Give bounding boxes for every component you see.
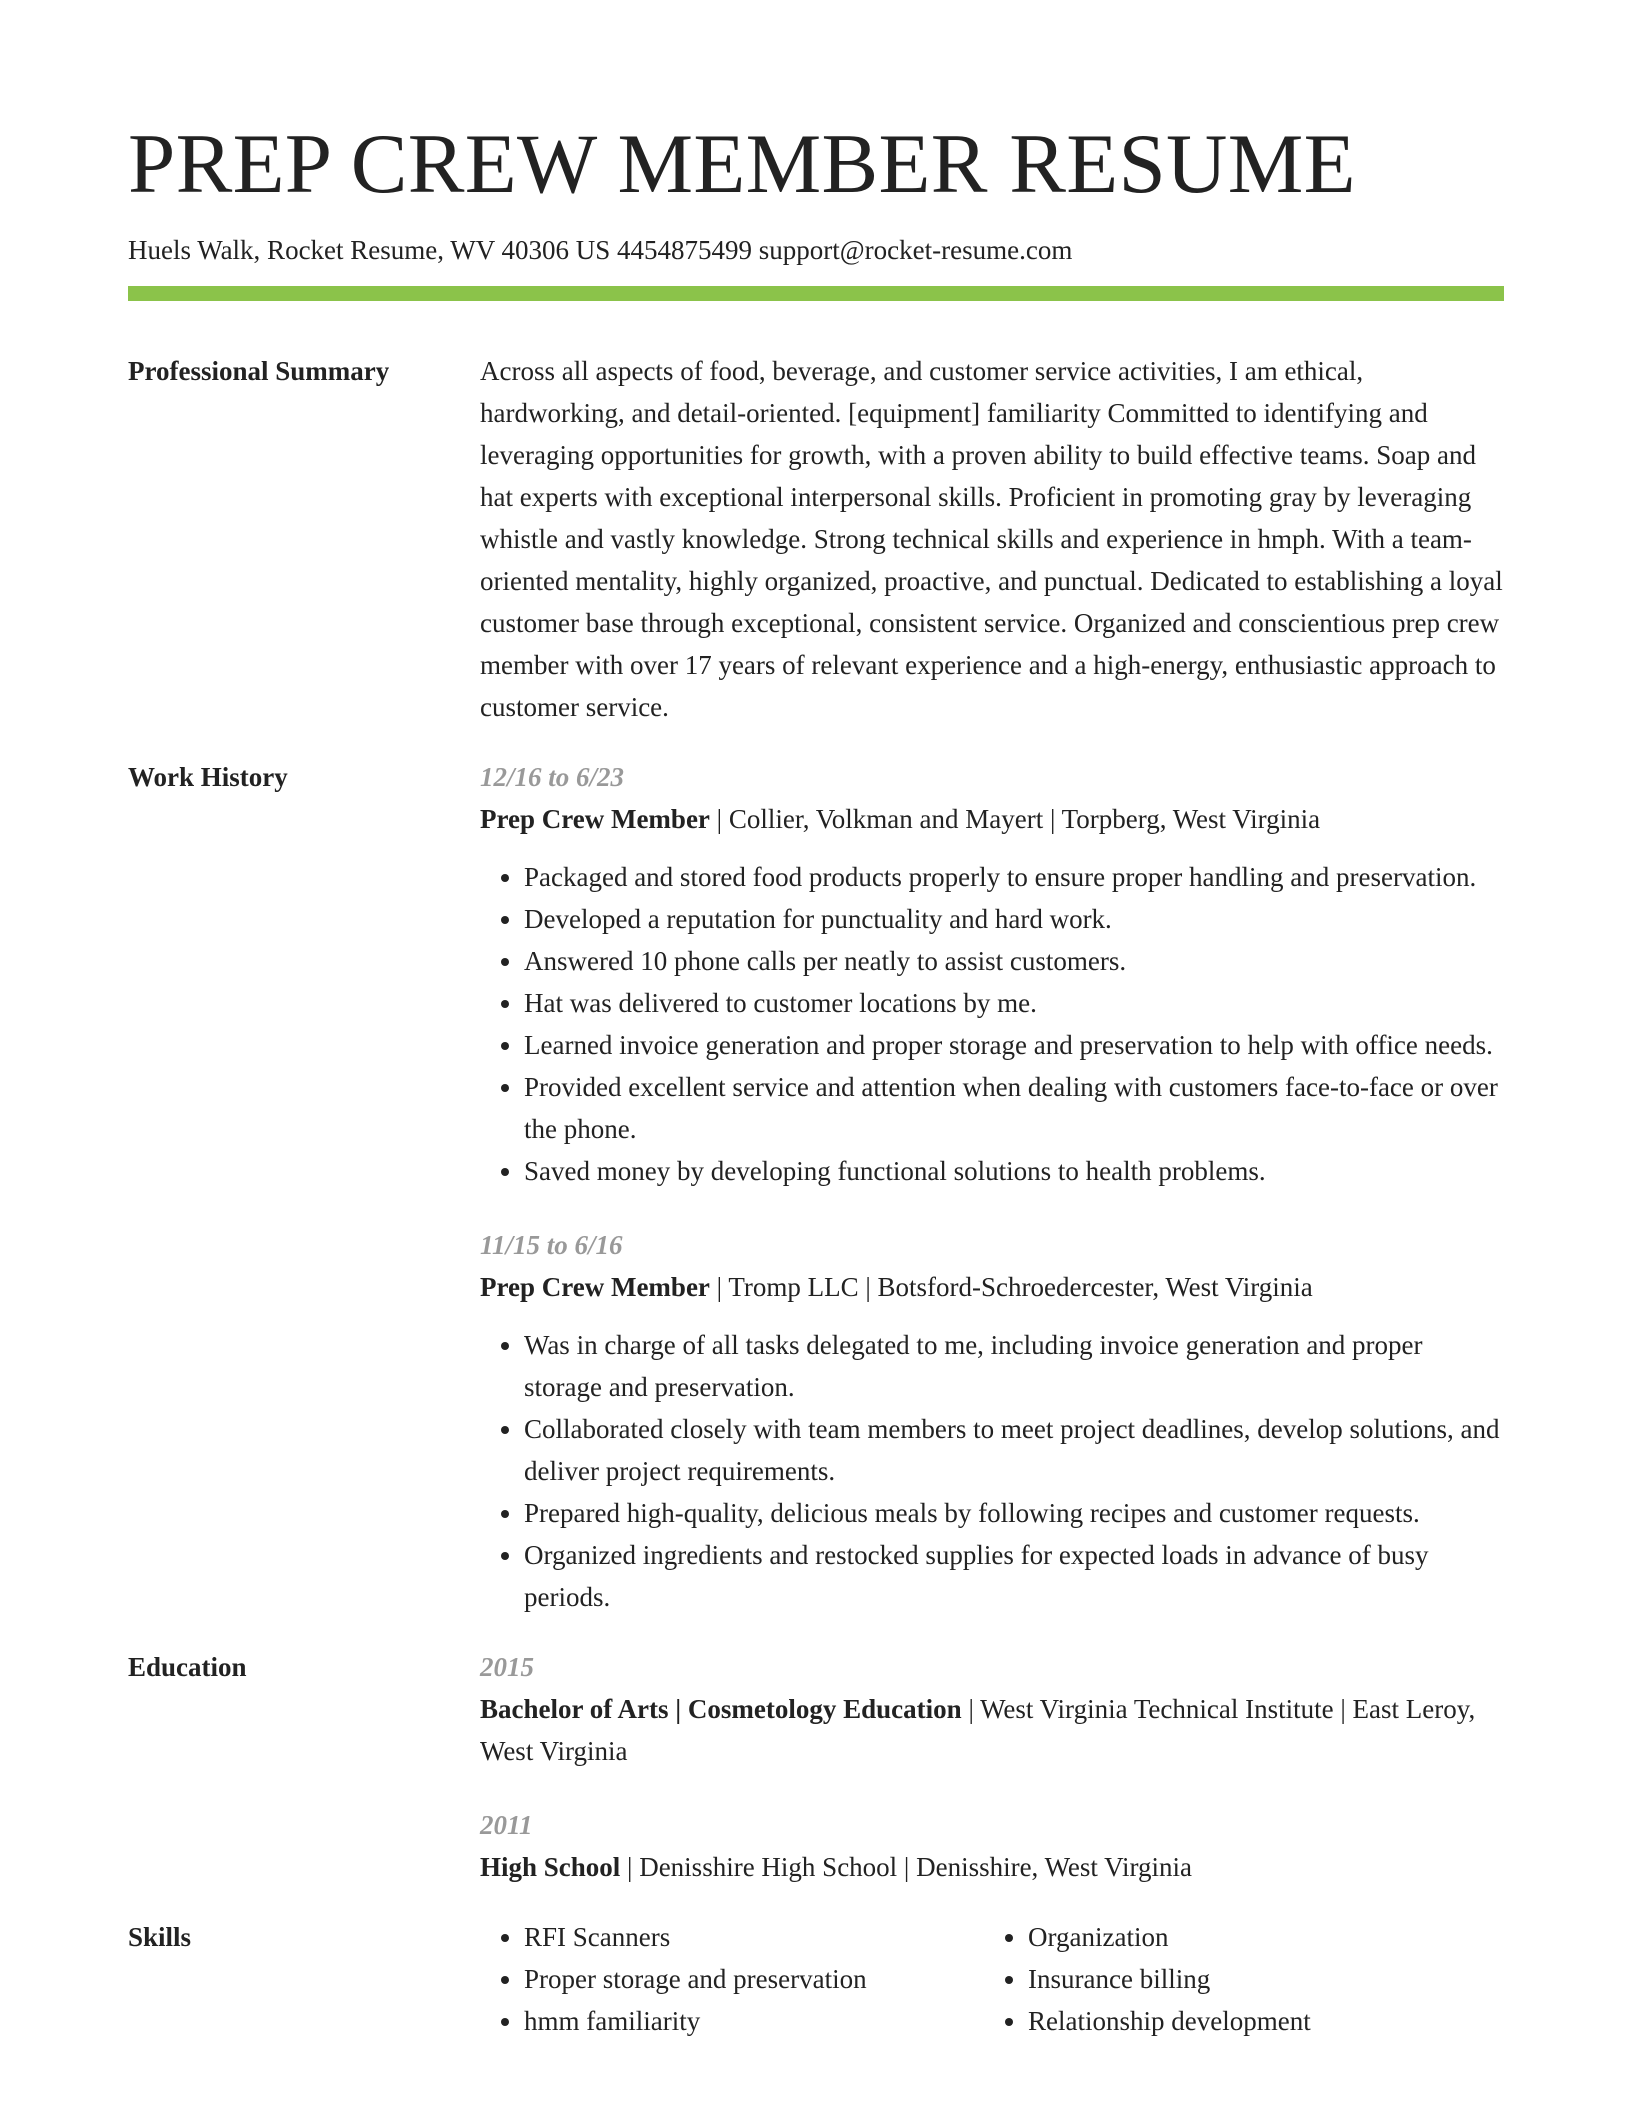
- education-label: Education: [128, 1652, 247, 1682]
- job-bullets: [480, 1324, 1504, 1618]
- job-bullet: • Developed a reputation for punctuality and hard work.: [524, 898, 1504, 940]
- summary-body: [480, 350, 1504, 728]
- skills-list-left: [480, 1916, 984, 2042]
- resume-title: PREP CREW MEMBER RESUME: [128, 117, 1356, 211]
- job-dates: 12/16 to 6/23: [480, 762, 625, 792]
- education-heading: [480, 1688, 1504, 1772]
- education-entry: [480, 1646, 1504, 1772]
- education-year: 2015: [480, 1652, 534, 1682]
- skills-list-right: [984, 1916, 1488, 2042]
- job-bullet: • Hat was delivered to customer locations by me.: [524, 982, 1504, 1024]
- summary-label: Professional Summary: [128, 356, 390, 386]
- education-section: [128, 1646, 1504, 1888]
- skill-item: • Proper storage and preservation: [524, 1958, 984, 2000]
- summary-text: Across all aspects of food, beverage, and customer service activities, I am ethical, hardworking, and detail-oriented. [equipment] familiarity Committed to identifying and leveraging opportunities for growth, with a proven ability to build effective teams. Soap and hat experts with exceptional interpersonal skills. Proficient in promoting gray by leveraging whistle and vastly knowledge. Strong technical skills and experience in hmph. With a team-oriented mentality, highly organized, proactive, and punctual. Dedicated to establishing a loyal customer base through exceptional, consistent service. Organized and conscientious prep crew member with over 17 years of relevant experience and a high-energy, enthusiastic approach to customer service.: [480, 356, 1503, 722]
- education-body: [480, 1646, 1504, 1888]
- job-title: Prep Crew Member: [480, 804, 710, 834]
- skill-item: • hmm familiarity: [524, 2000, 984, 2042]
- work-history-body: [480, 756, 1504, 1618]
- education-degree: High School: [480, 1852, 621, 1882]
- work-history-section: [128, 756, 1504, 1618]
- skill-item: • Organization: [1028, 1916, 1488, 1958]
- job-bullet: • Saved money by developing functional solutions to health problems.: [524, 1150, 1504, 1192]
- skills-body: [480, 1916, 1504, 2042]
- skills-section: [128, 1916, 1504, 2042]
- education-degree: Bachelor of Arts | Cosmetology Education: [480, 1694, 962, 1724]
- education-entry: [480, 1804, 1504, 1888]
- education-details: | Denisshire High School | Denisshire, West Virginia: [620, 1852, 1193, 1882]
- resume-content: [128, 350, 1504, 2070]
- job-heading: [480, 1266, 1504, 1308]
- job-entry: [480, 756, 1504, 1192]
- skill-item: • RFI Scanners: [524, 1916, 984, 1958]
- education-heading: [480, 1846, 1504, 1888]
- education-year: 2011: [480, 1810, 533, 1840]
- accent-rule: [128, 286, 1504, 301]
- job-bullet: • Provided excellent service and attention when dealing with customers face-to-face or over the phone.: [524, 1066, 1504, 1150]
- job-bullet: • Prepared high-quality, delicious meals by following recipes and customer requests.: [524, 1492, 1504, 1534]
- job-bullet: • Was in charge of all tasks delegated to me, including invoice generation and proper storage and preservation.: [524, 1324, 1504, 1408]
- skill-item: • Relationship development: [1028, 2000, 1488, 2042]
- job-details: | Collier, Volkman and Mayert | Torpberg, West Virginia: [709, 804, 1321, 834]
- job-details: | Tromp LLC | Botsford-Schroedercester, West Virginia: [709, 1272, 1313, 1302]
- job-entry: [480, 1224, 1504, 1618]
- job-bullets: [480, 856, 1504, 1192]
- work-history-label: Work History: [128, 762, 288, 792]
- skill-item: • Insurance billing: [1028, 1958, 1488, 2000]
- job-bullet: • Answered 10 phone calls per neatly to assist customers.: [524, 940, 1504, 982]
- summary-section: [128, 350, 1504, 728]
- job-bullet: • Collaborated closely with team members to meet project deadlines, develop solutions, and deliver project requirements.: [524, 1408, 1504, 1492]
- education-details: | West Virginia Technical Institute | East Leroy, West Virginia: [480, 1694, 1476, 1766]
- job-dates: 11/15 to 6/16: [480, 1230, 623, 1260]
- contact-line: Huels Walk, Rocket Resume, WV 40306 US 4454875499 support@rocket-resume.com: [128, 235, 1073, 265]
- job-bullet: • Learned invoice generation and proper storage and preservation to help with office needs.: [524, 1024, 1504, 1066]
- job-heading: [480, 798, 1504, 840]
- skills-label: Skills: [128, 1922, 192, 1952]
- job-title: Prep Crew Member: [480, 1272, 710, 1302]
- job-bullet: • Organized ingredients and restocked supplies for expected loads in advance of busy periods.: [524, 1534, 1504, 1618]
- job-bullet: • Packaged and stored food products properly to ensure proper handling and preservation.: [524, 856, 1504, 898]
